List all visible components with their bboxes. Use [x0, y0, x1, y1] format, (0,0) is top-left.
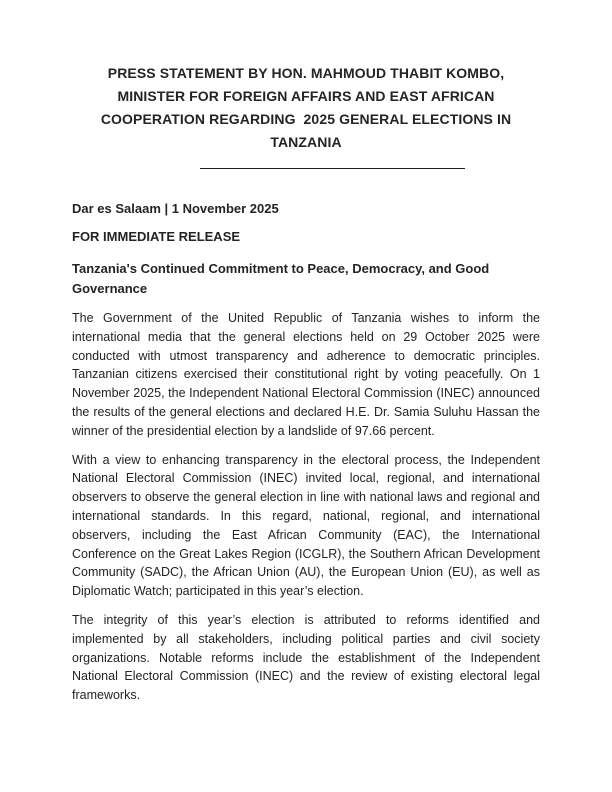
body-paragraph: The integrity of this year’s election is attributed to reforms identified and implemented by all stakeholders, including political parties and civil society organizations. Notable reforms include the establishment of the Independent National Electoral Commission (INEC) and the review of existing electoral legal frameworks. [72, 612, 540, 703]
title-divider-rule [200, 168, 465, 169]
body-paragraph: With a view to enhancing transparency in the electoral process, the Independent National Electoral Commission (INEC) invited local, regional, and international observers to observe the general election in line with national laws and regional and international standards. In this regard, national, regional, and international observers, including the East African Community (EAC), the International Conference on the Great Lakes Region (ICGLR), the Southern African Development Community (SADC), the African Union (AU), the European Union (EU), as well as Diplomatic Watch; participated in this year’s election. [72, 452, 540, 599]
press-statement-title: PRESS STATEMENT BY HON. MAHMOUD THABIT KOMBO, MINISTER FOR FOREIGN AFFAIRS AND EAST AFRICAN COOPERATION REGARDING 2025 GENERAL ELECTIONS IN TANZANIA [100, 65, 516, 150]
body-paragraph: The Government of the United Republic of Tanzania wishes to inform the international media that the general elections held on 29 October 2025 were conducted with utmost transparency and adherence to democratic principles. Tanzanian citizens exercised their constitutional right by voting peacefully. On 1 November 2025, the Independent National Electoral Commission (INEC) announced the results of the general elections and declared H.E. Dr. Samia Suluhu Hassan the winner of the presidential election by a landslide of 97.66 percent. [72, 311, 540, 438]
statement-subject-heading: Tanzania's Continued Commitment to Peace, Democracy, and Good Governance [72, 261, 490, 296]
dateline: Dar es Salaam | 1 November 2025 [72, 201, 279, 216]
release-tag: FOR IMMEDIATE RELEASE [72, 229, 241, 244]
statement-body [72, 309, 540, 705]
